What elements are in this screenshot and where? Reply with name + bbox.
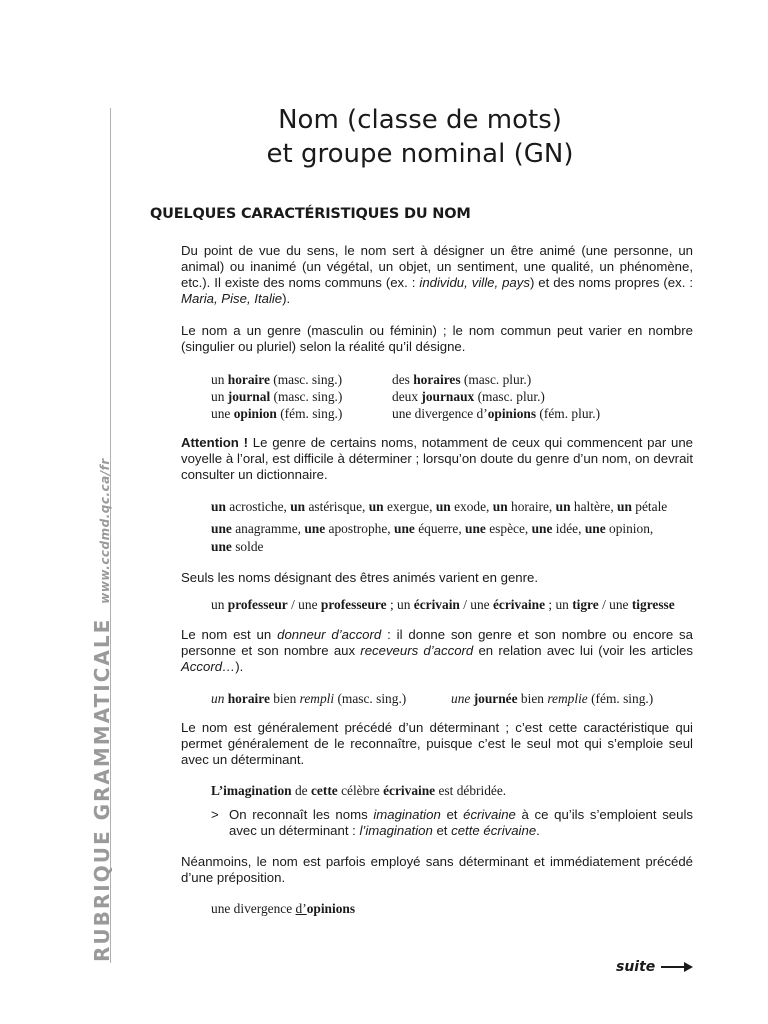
preposition-example: une divergence d’opinions <box>211 901 356 916</box>
site-url: www.ccdmd.qc.ca/fr <box>98 458 112 604</box>
example-item: un journal (masc. sing.) <box>211 389 343 404</box>
paragraph-attention: Attention ! Le genre de certains noms, notamment de ceux qui commencent par une voyelle à l’oral, est difficile à déterminer ; lorsqu’on doute du genre d’un nom, on devrait consulter un dictionnaire. <box>181 435 693 482</box>
paragraph-preposition: Néanmoins, le nom est parfois employé sans déterminant et immédiatement précédé d’une préposition. <box>181 854 693 885</box>
paragraph-definition: Du point de vue du sens, le nom sert à désigner un être animé (une personne, un animal) ou inanimé (un végétal, un objet, un sentiment, une qualité, un phénomène, etc.). Il existe des noms communs (ex. : individu, ville, pays) et des noms propres (ex. : Maria, Pise, Italie). <box>181 243 694 306</box>
page-title <box>150 103 690 171</box>
note-text: On reconnaît les noms imagination et écrivaine à ce qu’ils s’emploient seuls avec un déterminant : l’imagination et cette écrivaine. <box>229 807 693 838</box>
imagination-example: L’imagination de cette célèbre écrivaine est débridée. <box>211 783 507 798</box>
gender-examples <box>181 496 693 556</box>
feminine-nouns-line-2: une solde <box>211 539 264 554</box>
example-item: deux journaux (masc. plur.) <box>392 389 545 404</box>
suite-link[interactable] <box>616 959 693 975</box>
note-item <box>181 807 693 839</box>
example-item: des horaires (masc. plur.) <box>392 372 532 387</box>
note-marker: > <box>211 807 219 822</box>
example-item: une opinion (fém. sing.) <box>211 406 343 421</box>
example-item: une journée bien remplie (fém. sing.) <box>451 691 654 706</box>
sidebar-vertical-text <box>90 458 114 962</box>
title-line-2: et groupe nominal (GN) <box>266 139 574 169</box>
genre-examples <box>181 371 693 422</box>
paragraph-determinant: Le nom est généralement précédé d’un déterminant ; c’est cette caractéristique qui permet généralement de le reconnaître, puisque c’est le seul mot qui s’emploie seul avec un déterminant. <box>181 720 693 767</box>
masculine-nouns-line: un acrostiche, un astérisque, un exergue, un exode, un horaire, un haltère, un pétale <box>211 499 668 514</box>
attention-label: Attention ! <box>181 435 249 450</box>
title-line-1: Nom (classe de mots) <box>278 105 562 135</box>
feminine-nouns-line: une anagramme, une apostrophe, une équerre, une espèce, une idée, une opinion, <box>211 521 654 536</box>
animate-example: un professeur / une professeure ; un écrivain / une écrivaine ; un tigre / une tigresse <box>211 597 675 612</box>
paragraph-genre-nombre: Le nom a un genre (masculin ou féminin) ; le nom commun peut varier en nombre (singulier ou pluriel) selon la réalité qu’il désigne. <box>181 323 693 354</box>
arrow-right-icon <box>661 962 693 972</box>
rubric-label: RUBRIQUE GRAMMATICALE <box>90 617 114 962</box>
suite-label: suite <box>616 959 656 975</box>
accord-examples <box>181 690 693 707</box>
example-item: une divergence d’opinions (fém. plur.) <box>392 406 601 421</box>
section-heading: QUELQUES CARACTÉRISTIQUES DU NOM <box>150 206 471 222</box>
paragraph-animes: Seuls les noms désignant des êtres animés varient en genre. <box>181 570 538 585</box>
example-item: un horaire (masc. sing.) <box>211 372 343 387</box>
sidebar <box>0 0 118 1024</box>
paragraph-donneur-accord: Le nom est un donneur d’accord : il donne son genre et son nombre ou encore sa personne et son nombre aux receveurs d’accord en relation avec lui (voir les articles Accord…). <box>181 627 693 674</box>
example-item: un horaire bien rempli (masc. sing.) <box>211 691 407 706</box>
content-body <box>181 243 693 917</box>
